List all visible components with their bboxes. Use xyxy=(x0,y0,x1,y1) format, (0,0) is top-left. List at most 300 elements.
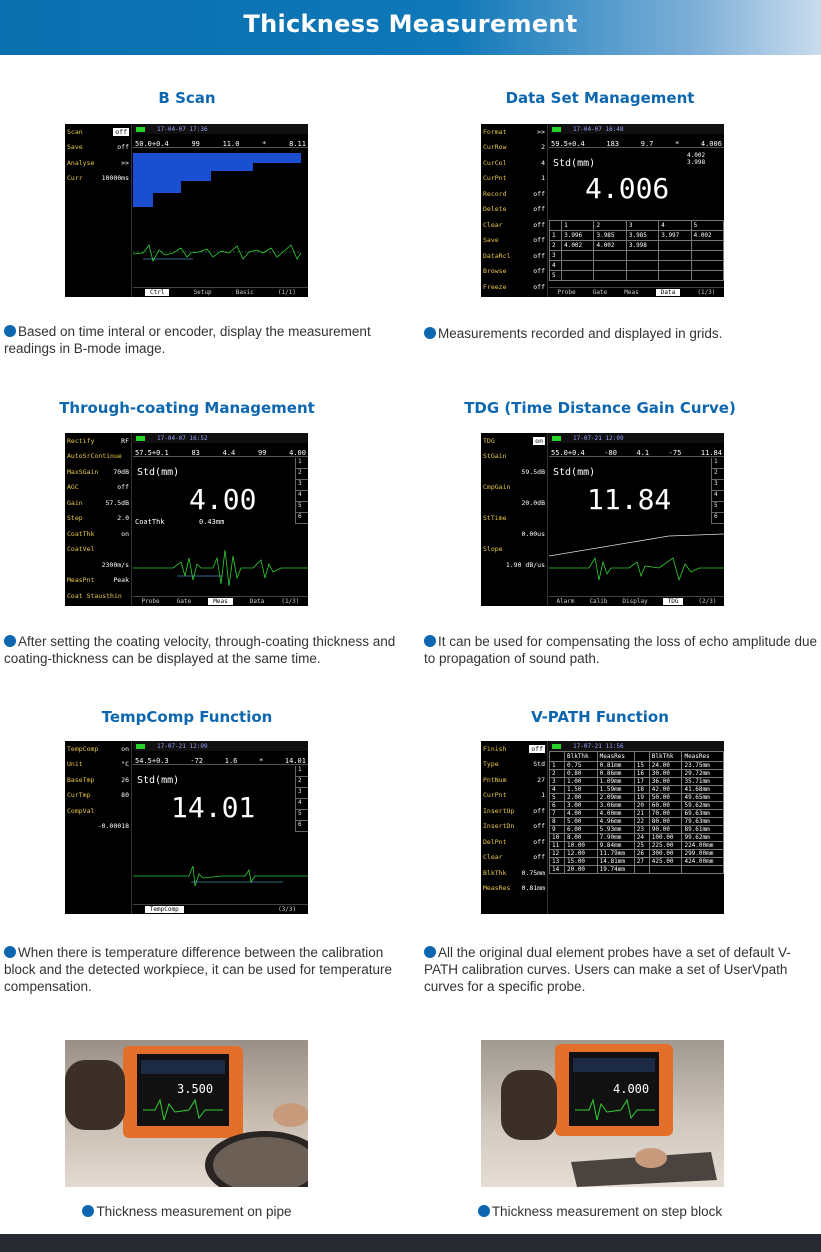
menu-item xyxy=(65,433,131,449)
time-readout: 17-07-21 12:09 xyxy=(573,434,624,442)
param-row xyxy=(549,134,724,148)
vpath-cell: 4.00mm xyxy=(597,810,634,818)
param-row xyxy=(133,134,308,148)
battery-icon xyxy=(136,436,145,441)
menu-key: Browse xyxy=(483,267,507,276)
menu-value: 59.5dB xyxy=(521,467,545,476)
menu-item xyxy=(65,140,131,156)
menu-key: AutoSrContinue xyxy=(67,452,122,461)
menu-value: 70dB xyxy=(113,467,129,476)
vpath-cell: 35.71mm xyxy=(682,778,724,786)
std-label: Std(mm) xyxy=(137,775,180,786)
menu-item xyxy=(65,124,131,140)
menu-item xyxy=(65,480,131,496)
menu-key: Gain xyxy=(67,498,83,507)
menu-key: PntNum xyxy=(483,775,507,784)
vpath-cell: 14.81mm xyxy=(597,858,634,866)
menu-item xyxy=(481,202,547,218)
menu-key: MeasRes xyxy=(483,884,511,893)
section-title-dataset: Data Set Management xyxy=(505,89,695,107)
menu-value: on xyxy=(121,529,129,538)
menu-key: Scan xyxy=(67,127,83,136)
thickness-reading: 4.00 xyxy=(189,483,257,516)
menu-key: CurTmp xyxy=(67,791,91,800)
status-bar xyxy=(133,124,308,134)
vpath-cell: 30.00 xyxy=(649,770,682,778)
vpath-cell: 27 xyxy=(634,858,649,866)
index-column: 1 2 3 4 5 6 xyxy=(295,458,308,524)
menu-value: on xyxy=(535,436,543,445)
index-column: 1 2 3 4 5 6 xyxy=(711,458,724,524)
vpath-cell: 5 xyxy=(550,794,565,802)
menu-value: off xyxy=(117,483,129,492)
bullet-icon xyxy=(4,946,16,958)
menu-key: Clear xyxy=(483,853,503,862)
vpath-cell: 11.79mm xyxy=(597,850,634,858)
thickness-reading: 4.006 xyxy=(585,172,670,205)
menu-key: CoatVel xyxy=(67,545,95,554)
time-readout: 17-04-07 16:52 xyxy=(157,434,208,442)
vpath-cell: 299.00mm xyxy=(682,850,724,858)
param-value: 11.0 xyxy=(222,140,240,148)
tab-item: Basic xyxy=(235,289,254,296)
menu-item xyxy=(481,865,547,881)
vpath-cell: 2.00 xyxy=(564,794,597,802)
menu-key: Finish xyxy=(483,744,507,753)
tab-item: (2/3) xyxy=(698,598,717,605)
tab-item: Calib xyxy=(589,598,608,605)
menu-item xyxy=(65,741,131,757)
desc-dataset: Measurements recorded and displayed in grids. xyxy=(424,325,819,342)
vpath-header-cell: BlkThk xyxy=(564,752,597,762)
vpath-cell: 24 xyxy=(634,834,649,842)
vpath-cell: 1.50 xyxy=(564,786,597,794)
vpath-cell: 6 xyxy=(550,802,565,810)
vpath-row xyxy=(550,794,724,802)
param-value: 4.4 xyxy=(222,449,236,457)
vpath-cell: 0.86mm xyxy=(597,770,634,778)
tdg-menu xyxy=(481,433,548,606)
menu-key: Coat Stausthin xyxy=(67,591,122,600)
vpath-cell: 4.96mm xyxy=(597,818,634,826)
param-value: -72 xyxy=(190,757,204,765)
menu-key: Format xyxy=(483,127,507,136)
section-title-tempcomp: TempComp Function xyxy=(101,708,273,726)
vpath-screen xyxy=(481,741,724,914)
tab-item: Gate xyxy=(176,598,192,605)
grid-cell: 3.996 xyxy=(562,231,594,241)
tab-item: Meas xyxy=(624,289,639,296)
grid-header-cell xyxy=(550,221,562,231)
param-value: 59.5+0.4 xyxy=(551,140,585,148)
status-bar xyxy=(549,741,724,751)
grid-cell: 4 xyxy=(550,261,562,271)
menu-value: 2300m/s xyxy=(101,560,129,569)
menu-value: RF xyxy=(121,436,129,445)
menu-key: MaxSGain xyxy=(67,467,99,476)
vpath-cell: 59.62mm xyxy=(682,802,724,810)
vpath-cell: 36.00 xyxy=(649,778,682,786)
photo-step-block xyxy=(481,1040,724,1187)
menu-item xyxy=(65,772,131,788)
menu-item xyxy=(481,449,547,465)
vpath-header-cell xyxy=(634,752,649,762)
menu-value: 0.00us xyxy=(521,529,545,538)
grid-header-cell: 2 xyxy=(594,221,626,231)
vpath-cell: 12 xyxy=(550,850,565,858)
grid-cell xyxy=(594,271,626,281)
menu-value: off xyxy=(533,282,545,291)
menu-key: TempComp xyxy=(67,744,99,753)
vpath-cell: 300.00 xyxy=(649,850,682,858)
menu-item xyxy=(481,881,547,897)
desc-coating: After setting the coating velocity, through-coating thickness and coating-thickness can be displayed at the same time. xyxy=(4,634,396,666)
menu-value: off xyxy=(533,251,545,260)
menu-key: CompVal xyxy=(67,806,95,815)
grid-header-cell: 4 xyxy=(659,221,691,231)
menu-value: 2 xyxy=(541,143,545,152)
vpath-cell: 60.00 xyxy=(649,802,682,810)
vpath-row xyxy=(550,834,724,842)
grid-header-cell: 5 xyxy=(691,221,723,231)
menu-value: >> xyxy=(121,158,129,167)
waveform xyxy=(133,836,308,904)
menu-item xyxy=(65,573,131,589)
dataset-tabs xyxy=(549,287,724,297)
pipe-reading: 3.500 xyxy=(177,1082,214,1096)
menu-key: CoatThk xyxy=(67,529,95,538)
menu-item xyxy=(481,542,547,558)
battery-icon xyxy=(136,127,145,132)
param-values xyxy=(135,449,306,457)
menu-value: -0.00018 xyxy=(97,822,129,831)
vpath-cell: 23 xyxy=(634,826,649,834)
vpath-cell: 100.00 xyxy=(649,834,682,842)
menu-value: off xyxy=(115,127,127,136)
menu-item xyxy=(65,495,131,511)
menu-key: BaseTmp xyxy=(67,775,95,784)
menu-key: Curr xyxy=(67,174,83,183)
grid-row xyxy=(550,271,724,281)
menu-value: 1 xyxy=(541,791,545,800)
tempcomp-menu xyxy=(65,741,132,914)
status-bar xyxy=(549,433,724,443)
param-value: 8.11 xyxy=(289,140,306,148)
grid-cell xyxy=(626,261,658,271)
menu-key: BlkThk xyxy=(483,868,507,877)
vpath-row xyxy=(550,866,724,874)
dataset-menu xyxy=(481,124,548,297)
std-label: Std(mm) xyxy=(553,467,596,478)
tab-item: Setup xyxy=(193,289,212,296)
tab-item: (1/3) xyxy=(281,598,300,605)
param-value: -80 xyxy=(604,449,617,457)
vpath-cell: 9.84mm xyxy=(597,842,634,850)
tab-item: Data xyxy=(656,289,680,296)
menu-key: CurCol xyxy=(483,158,507,167)
vpath-row xyxy=(550,858,724,866)
menu-item xyxy=(481,433,547,449)
param-value: 4.00 xyxy=(289,449,306,457)
vpath-cell: 70.00 xyxy=(649,810,682,818)
menu-value: 1 xyxy=(541,174,545,183)
vpath-cell: 18 xyxy=(634,786,649,794)
vpath-cell: 2 xyxy=(550,770,565,778)
menu-value: off xyxy=(533,205,545,214)
vpath-cell: 4 xyxy=(550,786,565,794)
menu-value: off xyxy=(533,236,545,245)
menu-item xyxy=(481,495,547,511)
menu-key: TDG xyxy=(483,436,495,445)
menu-key: Type xyxy=(483,760,499,769)
menu-value: 57.5dB xyxy=(105,498,129,507)
vpath-header-cell: MeasRes xyxy=(597,752,634,762)
grid-cell xyxy=(691,251,723,261)
grid-cell xyxy=(659,251,691,261)
tdg-tabs xyxy=(549,596,724,606)
bscan-screen xyxy=(65,124,308,297)
coat-thk-value: 0.43mm xyxy=(199,518,225,526)
param-value: 99 xyxy=(191,140,200,148)
vpath-cell: 20 xyxy=(634,802,649,810)
grid-cell xyxy=(626,251,658,261)
menu-item xyxy=(481,217,547,233)
bscan-menu xyxy=(65,124,132,297)
param-value: 1.6 xyxy=(224,757,238,765)
vpath-row xyxy=(550,842,724,850)
footer-bar xyxy=(0,1234,821,1252)
vpath-cell: 10.00 xyxy=(564,842,597,850)
tab-item: (1/1) xyxy=(277,289,296,296)
menu-item xyxy=(65,557,131,573)
menu-key: Freeze xyxy=(483,282,507,291)
grid-cell: 3 xyxy=(550,251,562,261)
grid-row xyxy=(550,231,724,241)
vpath-cell: 10 xyxy=(550,834,565,842)
battery-icon xyxy=(552,436,561,441)
vpath-cell: 1.00 xyxy=(564,778,597,786)
grid-cell: 5 xyxy=(550,271,562,281)
vpath-cell: 3 xyxy=(550,778,565,786)
tab-item: Alarm xyxy=(556,598,575,605)
menu-value: 10000ms xyxy=(101,174,129,183)
vpath-cell: 15 xyxy=(634,762,649,770)
section-title-bscan: B Scan xyxy=(158,89,216,107)
menu-item xyxy=(481,757,547,773)
vpath-cell: 1.59mm xyxy=(597,786,634,794)
menu-key: InsertDn xyxy=(483,822,515,831)
header-banner xyxy=(0,0,821,55)
menu-item xyxy=(65,803,131,819)
menu-key: Clear xyxy=(483,220,503,229)
menu-key: Analyse xyxy=(67,158,95,167)
vpath-cell: 5.93mm xyxy=(597,826,634,834)
menu-key: StGain xyxy=(483,452,507,461)
vpath-cell: 41.68mm xyxy=(682,786,724,794)
vpath-cell: 50.00 xyxy=(649,794,682,802)
menu-key: StTime xyxy=(483,514,507,523)
vpath-cell: 24.00 xyxy=(649,762,682,770)
grid-cell: 4.002 xyxy=(594,241,626,251)
grid-row xyxy=(550,251,724,261)
coating-menu xyxy=(65,433,132,606)
time-readout: 17-07-21 11:56 xyxy=(573,742,624,750)
battery-icon xyxy=(136,744,145,749)
step-block-photo-illustration xyxy=(481,1040,724,1187)
vpath-cell: 224.00mm xyxy=(682,842,724,850)
menu-key: CurPnt xyxy=(483,791,507,800)
grid-cell xyxy=(659,241,691,251)
menu-item xyxy=(481,186,547,202)
grid-cell: 3.985 xyxy=(594,231,626,241)
menu-item xyxy=(481,788,547,804)
menu-item xyxy=(481,140,547,156)
bullet-icon xyxy=(4,635,16,647)
menu-value: 0.75mm xyxy=(521,868,545,877)
vpath-cell: 1 xyxy=(550,762,565,770)
param-value: 50.0+0.4 xyxy=(135,140,169,148)
grid-cell xyxy=(691,241,723,251)
bscan-image xyxy=(133,149,308,287)
menu-item xyxy=(65,542,131,558)
thickness-reading: 11.84 xyxy=(587,483,672,516)
menu-item xyxy=(65,588,131,604)
vpath-cell: 225.00 xyxy=(649,842,682,850)
tab-item: Data xyxy=(249,598,265,605)
section-title-vpath: V-PATH Function xyxy=(531,708,669,726)
vpath-cell: 42.00 xyxy=(649,786,682,794)
grid-cell xyxy=(659,261,691,271)
tab-item: TDG xyxy=(663,598,684,605)
menu-item xyxy=(65,526,131,542)
time-readout: 17-04-07 16:48 xyxy=(573,125,624,133)
menu-key: Step xyxy=(67,514,83,523)
grid-cell: 1 xyxy=(550,231,562,241)
tab-item: Probe xyxy=(557,289,576,296)
bullet-icon xyxy=(82,1205,94,1217)
vpath-row xyxy=(550,778,724,786)
menu-value: on xyxy=(121,744,129,753)
coating-screen xyxy=(65,433,308,606)
menu-item xyxy=(481,480,547,496)
desc-tempcomp: When there is temperature difference between the calibration block and the detected workpiece, it can be used for temperature compensation. xyxy=(4,945,392,994)
menu-value: off xyxy=(533,822,545,831)
param-value: 55.0+0.4 xyxy=(551,449,585,457)
menu-value: off xyxy=(117,143,129,152)
menu-item xyxy=(481,511,547,527)
menu-value: Std xyxy=(533,760,545,769)
grid-row xyxy=(550,261,724,271)
menu-item xyxy=(481,248,547,264)
side-value: 4.002 xyxy=(687,152,706,159)
status-bar xyxy=(133,741,308,751)
param-value: 4.1 xyxy=(636,449,650,457)
menu-item xyxy=(481,526,547,542)
std-label: Std(mm) xyxy=(553,158,596,169)
vpath-row xyxy=(550,802,724,810)
menu-item xyxy=(481,233,547,249)
coat-thk-label: CoatThk xyxy=(135,518,165,526)
dataset-screen xyxy=(481,124,724,297)
param-row xyxy=(133,443,308,457)
menu-item xyxy=(481,264,547,280)
grid-header-cell: 3 xyxy=(626,221,658,231)
param-value: 4.006 xyxy=(700,140,722,148)
menu-key: DelPnt xyxy=(483,837,507,846)
vpath-menu xyxy=(481,741,548,914)
vpath-cell: 80.00 xyxy=(649,818,682,826)
vpath-cell: 25 xyxy=(634,842,649,850)
thickness-reading: 14.01 xyxy=(171,791,256,824)
vpath-cell: 7.90mm xyxy=(597,834,634,842)
tempcomp-tabs xyxy=(133,904,308,914)
param-row xyxy=(133,751,308,765)
caption-step-block: Thickness measurement on step block xyxy=(435,1204,765,1219)
param-values xyxy=(135,140,306,148)
battery-icon xyxy=(552,127,561,132)
status-bar xyxy=(133,433,308,443)
param-values xyxy=(135,757,306,765)
grid-cell xyxy=(594,261,626,271)
param-value: * xyxy=(675,140,680,148)
vpath-cell: 29.72mm xyxy=(682,770,724,778)
vpath-cell: 89.61mm xyxy=(682,826,724,834)
tempcomp-screen xyxy=(65,741,308,914)
param-value: 9.7 xyxy=(640,140,654,148)
tab-item: (1/3) xyxy=(697,289,716,296)
menu-key: CurRow xyxy=(483,143,507,152)
menu-value: 80 xyxy=(121,791,129,800)
grid-cell xyxy=(691,271,723,281)
param-values xyxy=(551,449,722,457)
menu-item xyxy=(65,788,131,804)
vpath-cell: 90.00 xyxy=(649,826,682,834)
grid-cell xyxy=(659,271,691,281)
menu-value: off xyxy=(531,744,543,753)
param-value: 57.5+0.1 xyxy=(135,449,169,457)
menu-value: off xyxy=(533,267,545,276)
menu-item xyxy=(481,464,547,480)
grid-cell: 4.002 xyxy=(691,231,723,241)
coating-tabs xyxy=(133,596,308,606)
vpath-cell: 9 xyxy=(550,826,565,834)
vpath-cell: 3.00 xyxy=(564,802,597,810)
vpath-cell xyxy=(682,866,724,874)
vpath-cell: 14 xyxy=(550,866,565,874)
vpath-cell: 19 xyxy=(634,794,649,802)
menu-key: Save xyxy=(483,236,499,245)
vpath-cell: 20.00 xyxy=(564,866,597,874)
menu-key: Delete xyxy=(483,205,507,214)
menu-item xyxy=(481,772,547,788)
tab-item: Meas xyxy=(208,598,232,605)
grid-header-cell: 1 xyxy=(562,221,594,231)
tdg-curve xyxy=(549,528,724,596)
vpath-cell: 79.63mm xyxy=(682,818,724,826)
time-readout: 17-07-21 12:09 xyxy=(157,742,208,750)
vpath-row xyxy=(550,818,724,826)
tab-item: TempComp xyxy=(145,906,184,913)
waveform xyxy=(133,528,308,596)
menu-item xyxy=(481,171,547,187)
param-row xyxy=(549,443,724,457)
vpath-cell: 23.75mm xyxy=(682,762,724,770)
section-title-tdg: TDG (Time Distance Gain Curve) xyxy=(464,399,736,417)
caption-pipe: Thickness measurement on pipe xyxy=(22,1204,352,1219)
tab-item: Display xyxy=(622,598,648,605)
section-title-coating: Through-coating Management xyxy=(59,399,315,417)
vpath-cell: 12.00 xyxy=(564,850,597,858)
